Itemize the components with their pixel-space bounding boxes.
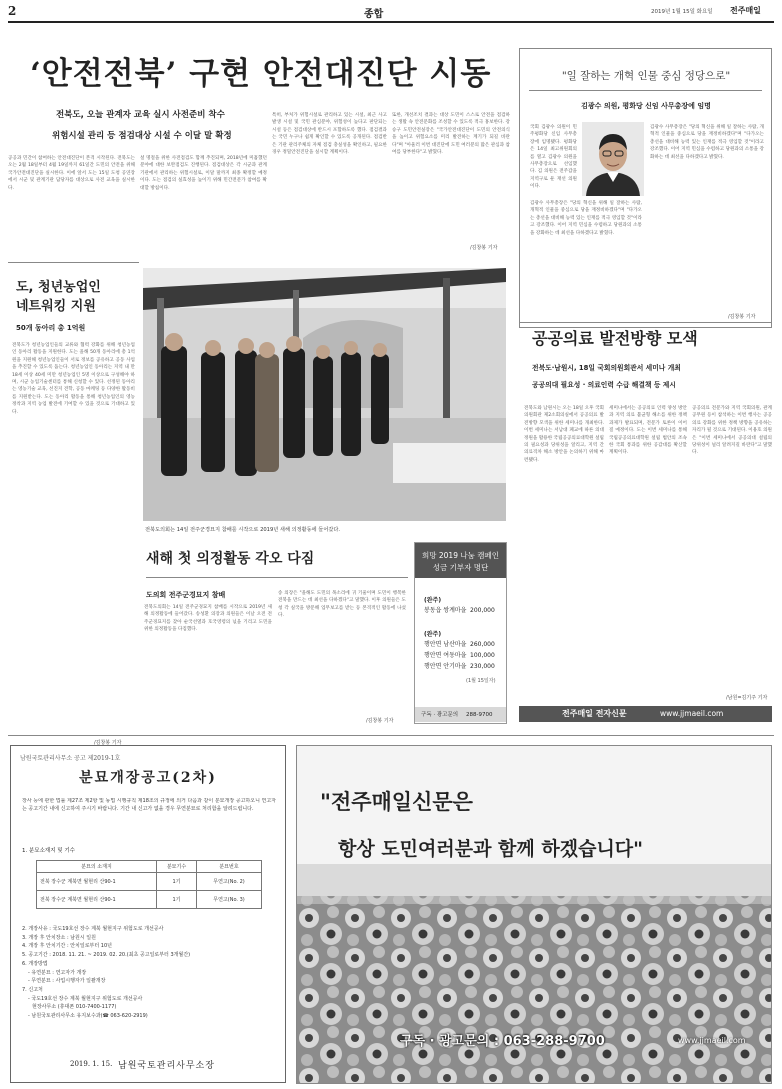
- subscription-phone: 288-9700: [466, 712, 493, 718]
- notice-items: [22, 925, 278, 1021]
- interview-title: "일 잘하는 개혁 인물 중심 정당으로": [561, 70, 731, 82]
- notice-item: - 유연분묘 : 연고자가 개장: [28, 969, 87, 976]
- ceremony-photo: [143, 268, 506, 521]
- paper-name: 전주매일: [730, 6, 761, 15]
- notice-title: 분묘개장공고(2차): [79, 770, 217, 786]
- assembly-rule: [146, 577, 408, 578]
- notice-box: [10, 745, 286, 1083]
- campaign-group-1-head: (완주): [424, 597, 442, 604]
- campaign-donor: 행안면 안기마을: [424, 663, 467, 670]
- interview-byline: /김창봉 기자: [728, 314, 756, 320]
- assembly-col2: 송 의장은 "올해도 도민의 목소리에 귀 기울이며 도민이 행복한 전북을 만드는 데 최선을 다하겠다"고 말했다. 이후 의원들은 도청 각 실국을 방문해 업무보고를 받는 등 본격적인 활동에 나섰다.: [278, 591, 406, 619]
- photo-caption: 전북도의회는 14일 전주군경묘지 참배를 시작으로 2019년 새해 의정활동에 들어갔다.: [145, 527, 340, 533]
- interview-subtitle: 김광수 의원, 평화당 신임 사무총장에 임명: [581, 102, 711, 110]
- notice-intro: 장사 등에 관한 법률 제27조 제2항 및 동법 시행규칙 제18조의 규정에 의거 다음과 같이 분묘개장 공고하오니 연고자는 공고기간 내에 신고하여 주시기 바랍니다. 기간 내 신고가 없을 경우 무연분묘로 처리함을 알려드립니다.: [22, 798, 276, 812]
- table-header: 분묘번호: [197, 861, 262, 873]
- main-body-col1: 공공과 민간이 참여하는 안전대진단이 본격 시작된다. 전북도는 오는 2월 18일부터 4월 19일까지 61일간 도민의 안전을 위해 국가안전대진단을 실시한다. 이에 앞서 도는 15일 도청 공연장에서 시군 및 관계기관 담당자를 대상으로 사전 교육을 실시한다.: [8, 156, 135, 191]
- table-header: 분묘의 소재지: [37, 861, 157, 873]
- medical-title: 공공의료 발전방향 모색: [532, 329, 698, 348]
- assembly-title: 새해 첫 의정활동 각오 다짐: [146, 551, 315, 567]
- notice-list-title: 1. 분묘소재지 및 기수: [22, 848, 75, 854]
- notice-item: - 남원국토관리사무소 유지보수과(☎ 063-620-2919): [28, 1013, 148, 1020]
- header-rule: [8, 21, 774, 23]
- campaign-amount: 260,000: [470, 641, 495, 648]
- interview-rule: [529, 90, 762, 91]
- interview-text-b: 김광수 사무총장은 "당의 혁신을 위해 일 잘하는 사람, 개혁적 인물을 중심으로 당을 재정비하겠다"며 "다가오는 총선을 대비해 능력 있는 인재를 적극 영입할 것"이라고 강조했다. 이어 지역 민심을 수렴하고 당원과의 소통을 강화하는 데 최선을 다하겠다고 밝혔다.: [530, 201, 642, 236]
- notice-item: - 국도19호선 장수 계북 월현지구 위험도로 개선공사: [28, 995, 143, 1002]
- notice-date: 2019. 1. 15.: [70, 1060, 113, 1068]
- campaign-title-1: 희망 2019 나눔 캠페인: [422, 551, 499, 560]
- campaign-group-2-head: (완주): [424, 631, 442, 638]
- campaign-footnote: (1월 15일자): [466, 678, 496, 684]
- main-body-col2: 설 명절을 위한 사전점검도 함께 추진되며, 2018년에 미흡했던 분야에 대한 보완점검도 진행된다. 점검대상은 각 시군과 관계기관에서 관리하는 위험시설로, 이달 말까지 최종 확정할 예정이다. 도는 점검의 실효성을 높이기 위해 민간전문가 참여를 확대할 방침이다.: [140, 156, 267, 191]
- main-headline: ‘안전전북’ 구현 안전대진단 시동: [30, 56, 492, 92]
- campaign-amount: 200,000: [470, 607, 495, 614]
- table-header: 분묘기수: [157, 861, 197, 873]
- notice-office: 남원국토관리사무소장: [118, 1061, 215, 1071]
- subscription-label: 구독 · 광고문의: [421, 712, 459, 718]
- assembly-byline: /김창봉 기자: [366, 718, 394, 724]
- youth-body: 전북도가 청년농업인들의 교류와 협력 강화를 위해 청년농업인 동아리 활동을 지원한다. 도는 올해 50개 동아리에 총 1억원을 지원해 청년농업인들이 서로 정보를 공유하고 공동 사업을 추진할 수 있도록 돕는다. 청년농업인 동아리는 지역 내 만 18세 이상 40세 미만 청년농업인 5명 이상으로 구성해야 하며, 시군 농업기술센터를 통해 신청할 수 있다. 선정된 동아리는 영농기술 교육, 선진지 견학, 공동 마케팅 등 다양한 활동비를 지원받는다. 도는 동아리 활동을 통해 청년농업인의 영농 정착과 지역 농업 발전에 기여할 수 있을 것으로 기대하고 있다.: [12, 343, 135, 415]
- notice-item: 4. 개장 후 안치기간 : 안치일로부터 10년: [22, 943, 112, 950]
- ad-slogan-1: "전주매일신문은: [320, 789, 473, 814]
- notice-ref: 남원국토관리사무소 공고 제2019-1호: [20, 755, 121, 762]
- medical-col3: 공공의료 전문가와 지역 국회의원, 관계 공무원 등이 참석하는 이번 행사는 공공의료 강화를 위한 정책 방향을 공유하는 자리가 될 것으로 기대된다. 이용호 의원은 "이번 세미나에서 공공의대 설립의 당위성이 널리 알려지길 바란다"고 말했다.: [692, 406, 772, 456]
- table-cell: 무연고(No. 3): [197, 891, 262, 909]
- youth-subtitle: 50개 동아리 총 1억원: [16, 324, 86, 332]
- table-cell: 무연고(No. 2): [197, 873, 262, 891]
- notice-item: 현장사무소 (휴대폰 010-7400-1177): [32, 1004, 117, 1011]
- notice-item: 2. 개장사유 : 국도19호선 장수 계북 월현지구 위험도로 개선공사: [22, 926, 164, 932]
- medical-subtitle-1: 전북도·남원시, 18일 국회의원회관서 세미나 개최: [532, 364, 681, 372]
- campaign-donor: 행안면 여동마을: [424, 652, 467, 659]
- campaign-donor: 행안면 남산마을: [424, 641, 467, 648]
- interview-text-a: 국회 김광수 의원이 민주평화당 신임 사무총장에 임명됐다. 평화당은 14일 최고위원회의를 열고 김광수 의원을 사무총장으로 선임했다. 김 의원은 전주갑을 지역구로 둔 재선 의원이다.: [530, 125, 577, 190]
- ad-contact: 구독 · 광고문의 : 063-288-9700: [400, 1034, 605, 1049]
- campaign-title-2: 성금 기부자 명단: [432, 563, 489, 572]
- section-label: 종합: [364, 9, 384, 20]
- issue-date: 2019년 1월 15일 화요일: [651, 9, 713, 15]
- masthead: [8, 4, 774, 20]
- table-cell: 전북 장수군 계북면 월현리 산90-1: [37, 891, 157, 909]
- ad-url[interactable]: www.jjmaeil.com: [678, 1036, 746, 1045]
- ad-slogan-2: 항상 도민여러분과 함께 하겠습니다": [338, 838, 644, 860]
- medical-col1: 전북도와 남원시는 오는 18일 오후 국회의원회관 제2소회의실에서 공공의료 발전방향 모색을 위한 세미나를 개최한다. 이번 세미나는 서남대 폐교에 따른 의대 정원을 활용한 국립공공의료대학원 설립의 필요성과 당위성을 알리고, 지역 간 의료격차 해소 방안을 논의하기 위해 마련됐다.: [524, 406, 604, 463]
- campaign-amount: 100,000: [470, 652, 495, 659]
- notice-item: 5. 공고기간 : 2018. 11. 21. ~ 2019. 02. 20.(최초 공고일로부터 3개월간): [22, 952, 191, 959]
- notice-item: 7. 신고처: [22, 986, 43, 993]
- main-subhead-1: 전북도, 오늘 관계자 교육 실시 사전준비 착수: [56, 110, 225, 120]
- interview-text-c: 김광수 사무총장은 "당의 혁신을 위해 일 잘하는 사람, 개혁적 인물을 중심으로 당을 재정비하겠다"며 "다가오는 총선을 대비해 능력 있는 인재를 적극 영입할 것"이라고 강조했다. 이어 지역 민심을 수렴하고 당원과의 소통을 강화하는 데 최선을 다하겠다고 밝혔다.: [650, 125, 764, 160]
- main-byline: /김창봉 기자: [470, 245, 498, 251]
- e-paper-bar: [519, 706, 772, 722]
- main-body-col3: 특히, 부처가 위험시설로 관리하고 있는 시설, 최근 사고발생 시설 및 국민 관심분야, 위험성이 높다고 판단되는 시설 등은 점검대상에 반드시 포함하도록 했다. 점검결과는 국민 누구나 쉽게 확인할 수 있도록 공개된다. 점검반은 기관 관리주체의 자체 점검 충실성을 확인하고, 필요한 경우 정밀안전진단을 실시할 계획이다.: [272, 113, 387, 156]
- notice-item: - 무연분묘 : 사업시행자가 일괄개장: [28, 978, 106, 985]
- notice-item: 6. 개장방법: [22, 960, 48, 967]
- youth-top-rule: [8, 262, 139, 263]
- youth-title-2: 네트워킹 지원: [16, 299, 96, 314]
- medical-subtitle-2: 공공의대 필요성 · 의료인력 수급 해결책 등 제시: [532, 381, 676, 389]
- table-cell: 1기: [157, 873, 197, 891]
- campaign-amount: 230,000: [470, 663, 495, 670]
- page-number: 2: [8, 4, 17, 18]
- medical-byline: /남원=김기주 기자: [726, 695, 768, 701]
- medical-top-rule: [519, 322, 772, 323]
- interview-portrait: [582, 122, 644, 196]
- table-cell: 1기: [157, 891, 197, 909]
- table-cell: 전북 장수군 계북면 월현리 산90-1: [37, 873, 157, 891]
- bottom-rule: [8, 735, 774, 736]
- main-subhead-2: 위험시설 관리 등 점검대상 시설 수 이달 말 확정: [52, 131, 232, 141]
- medical-col2: 세미나에서는 공공의료 인력 양성 방안과 지역 의료 불균형 해소를 위한 정책 과제가 발표되며, 전문가 토론이 이어질 예정이다. 도는 이번 세미나를 통해 국립공공의료대학원 설립 법안의 조속한 국회 통과를 위한 공감대를 확산할 계획이다.: [609, 406, 687, 456]
- youth-byline: /김창봉 기자: [94, 740, 122, 746]
- youth-title-1: 도, 청년농업인: [16, 280, 101, 295]
- notice-item: 3. 개장 후 안치장소 : 남원시 일원: [22, 934, 96, 941]
- e-paper-url[interactable]: www.jjmaeil.com: [660, 709, 724, 718]
- campaign-donor: 봉동읍 쌍계마을: [424, 607, 467, 614]
- assembly-subtitle: 도의회 전주군경묘지 참배: [146, 591, 226, 599]
- assembly-col1: 전북도의회는 14일 전주군경묘지 참배를 시작으로 2019년 새해 의정활동에 들어갔다. 송성환 의장과 의원들은 이날 오전 전주군경묘지를 찾아 순국선열과 호국영령의 넋을 기리고 도민을 위한 의정활동을 다짐했다.: [144, 605, 272, 633]
- main-body-col4: 또한, 개선조치 결과는 대상 도민이 스스로 안전을 점검하는 생활 속 안전문화를 조성할 수 있도록 적극 홍보한다. 강승구 도민안전실장은 "국가안전대진단이 도민의 안전의식을 높이고 위험요소를 미리 발견하는 계기가 되길 바란다"며 "아울러 이번 대진단에 도민 여러분의 많은 관심과 참여를 당부한다"고 밝혔다.: [392, 113, 510, 156]
- grave-table: [36, 860, 262, 909]
- e-paper-label: 전주매일 전자신문: [562, 709, 627, 718]
